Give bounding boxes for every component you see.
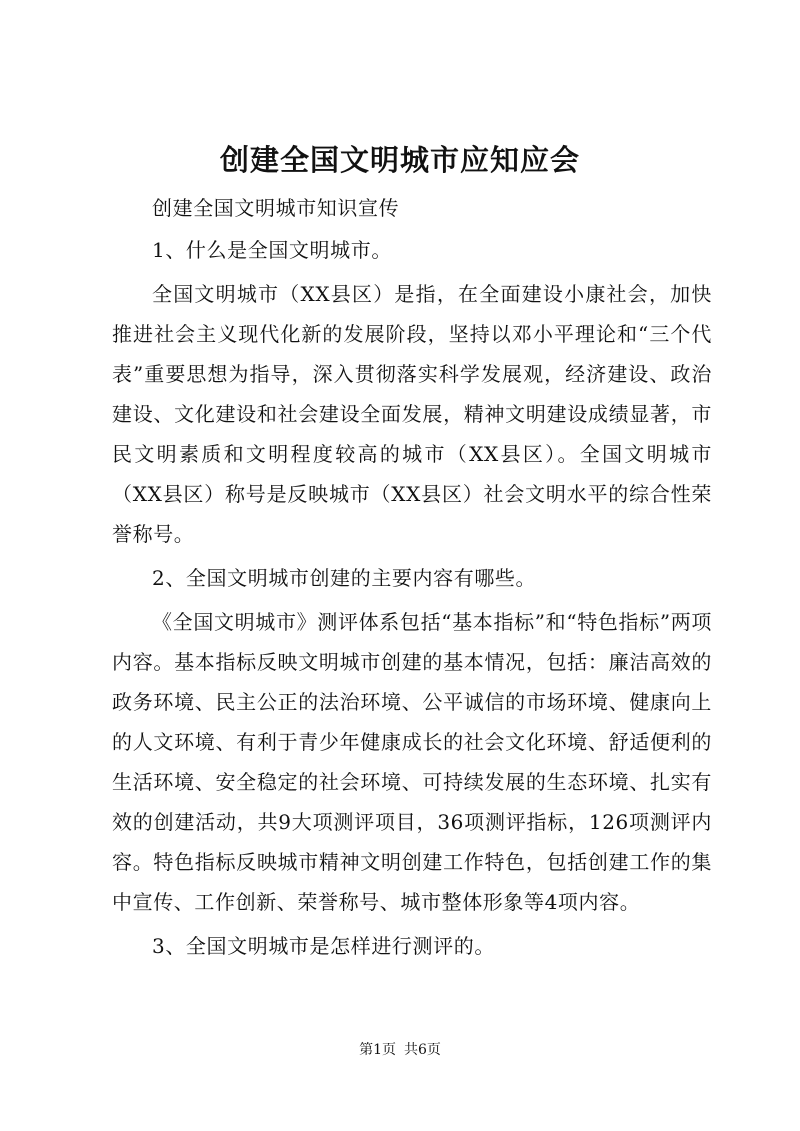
question-2-heading: 2、全国文明城市创建的主要内容有哪些。 (152, 566, 537, 590)
answer-1-paragraph: 全国文明城市（XX县区）是指，在全面建设小康社会，加快推进社会主义现代化新的发展阶段，坚持以邓小平理论和“三个代表”重要思想为指导，深入贯彻落实科学发展观，经济建设、政治建设、文化建设和社会建设全面发展，精神文明建设成绩显著，市民文明素质和文明程度较高的城市（XX县区）。全国文明城市（XX县区）称号是反映城市（XX县区）社会文明水平的综合性荣誉称号。 (112, 282, 712, 546)
answer-2-paragraph: 《全国文明城市》测评体系包括“基本指标”和“特色指标”两项内容。基本指标反映文明城市创建的基本情况，包括：廉洁高效的政务环境、民主公正的法治环境、公平诚信的市场环境、健康向上的人文环境、有利于青少年健康成长的社会文化环境、舒适便利的生活环境、安全稳定的社会环境、可持续发展的生态环境、扎实有效的创建活动，共9大项测评项目，36项测评指标，126项测评内容。特色指标反映城市精神文明创建工作特色，包括创建工作的集中宣传、工作创新、荣誉称号、城市整体形象等4项内容。 (112, 610, 712, 914)
subtitle-paragraph: 创建全国文明城市知识宣传 (152, 196, 400, 220)
question-1-heading: 1、什么是全国文明城市。 (152, 238, 392, 262)
document-body (112, 188, 712, 966)
question-3-heading: 3、全国文明城市是怎样进行测评的。 (152, 934, 495, 958)
page-total: 共6页 (404, 1042, 441, 1058)
page-number: 第1页 (359, 1042, 396, 1058)
page-footer (0, 1040, 800, 1060)
document-title: 创建全国文明城市应知应会 (219, 143, 580, 177)
